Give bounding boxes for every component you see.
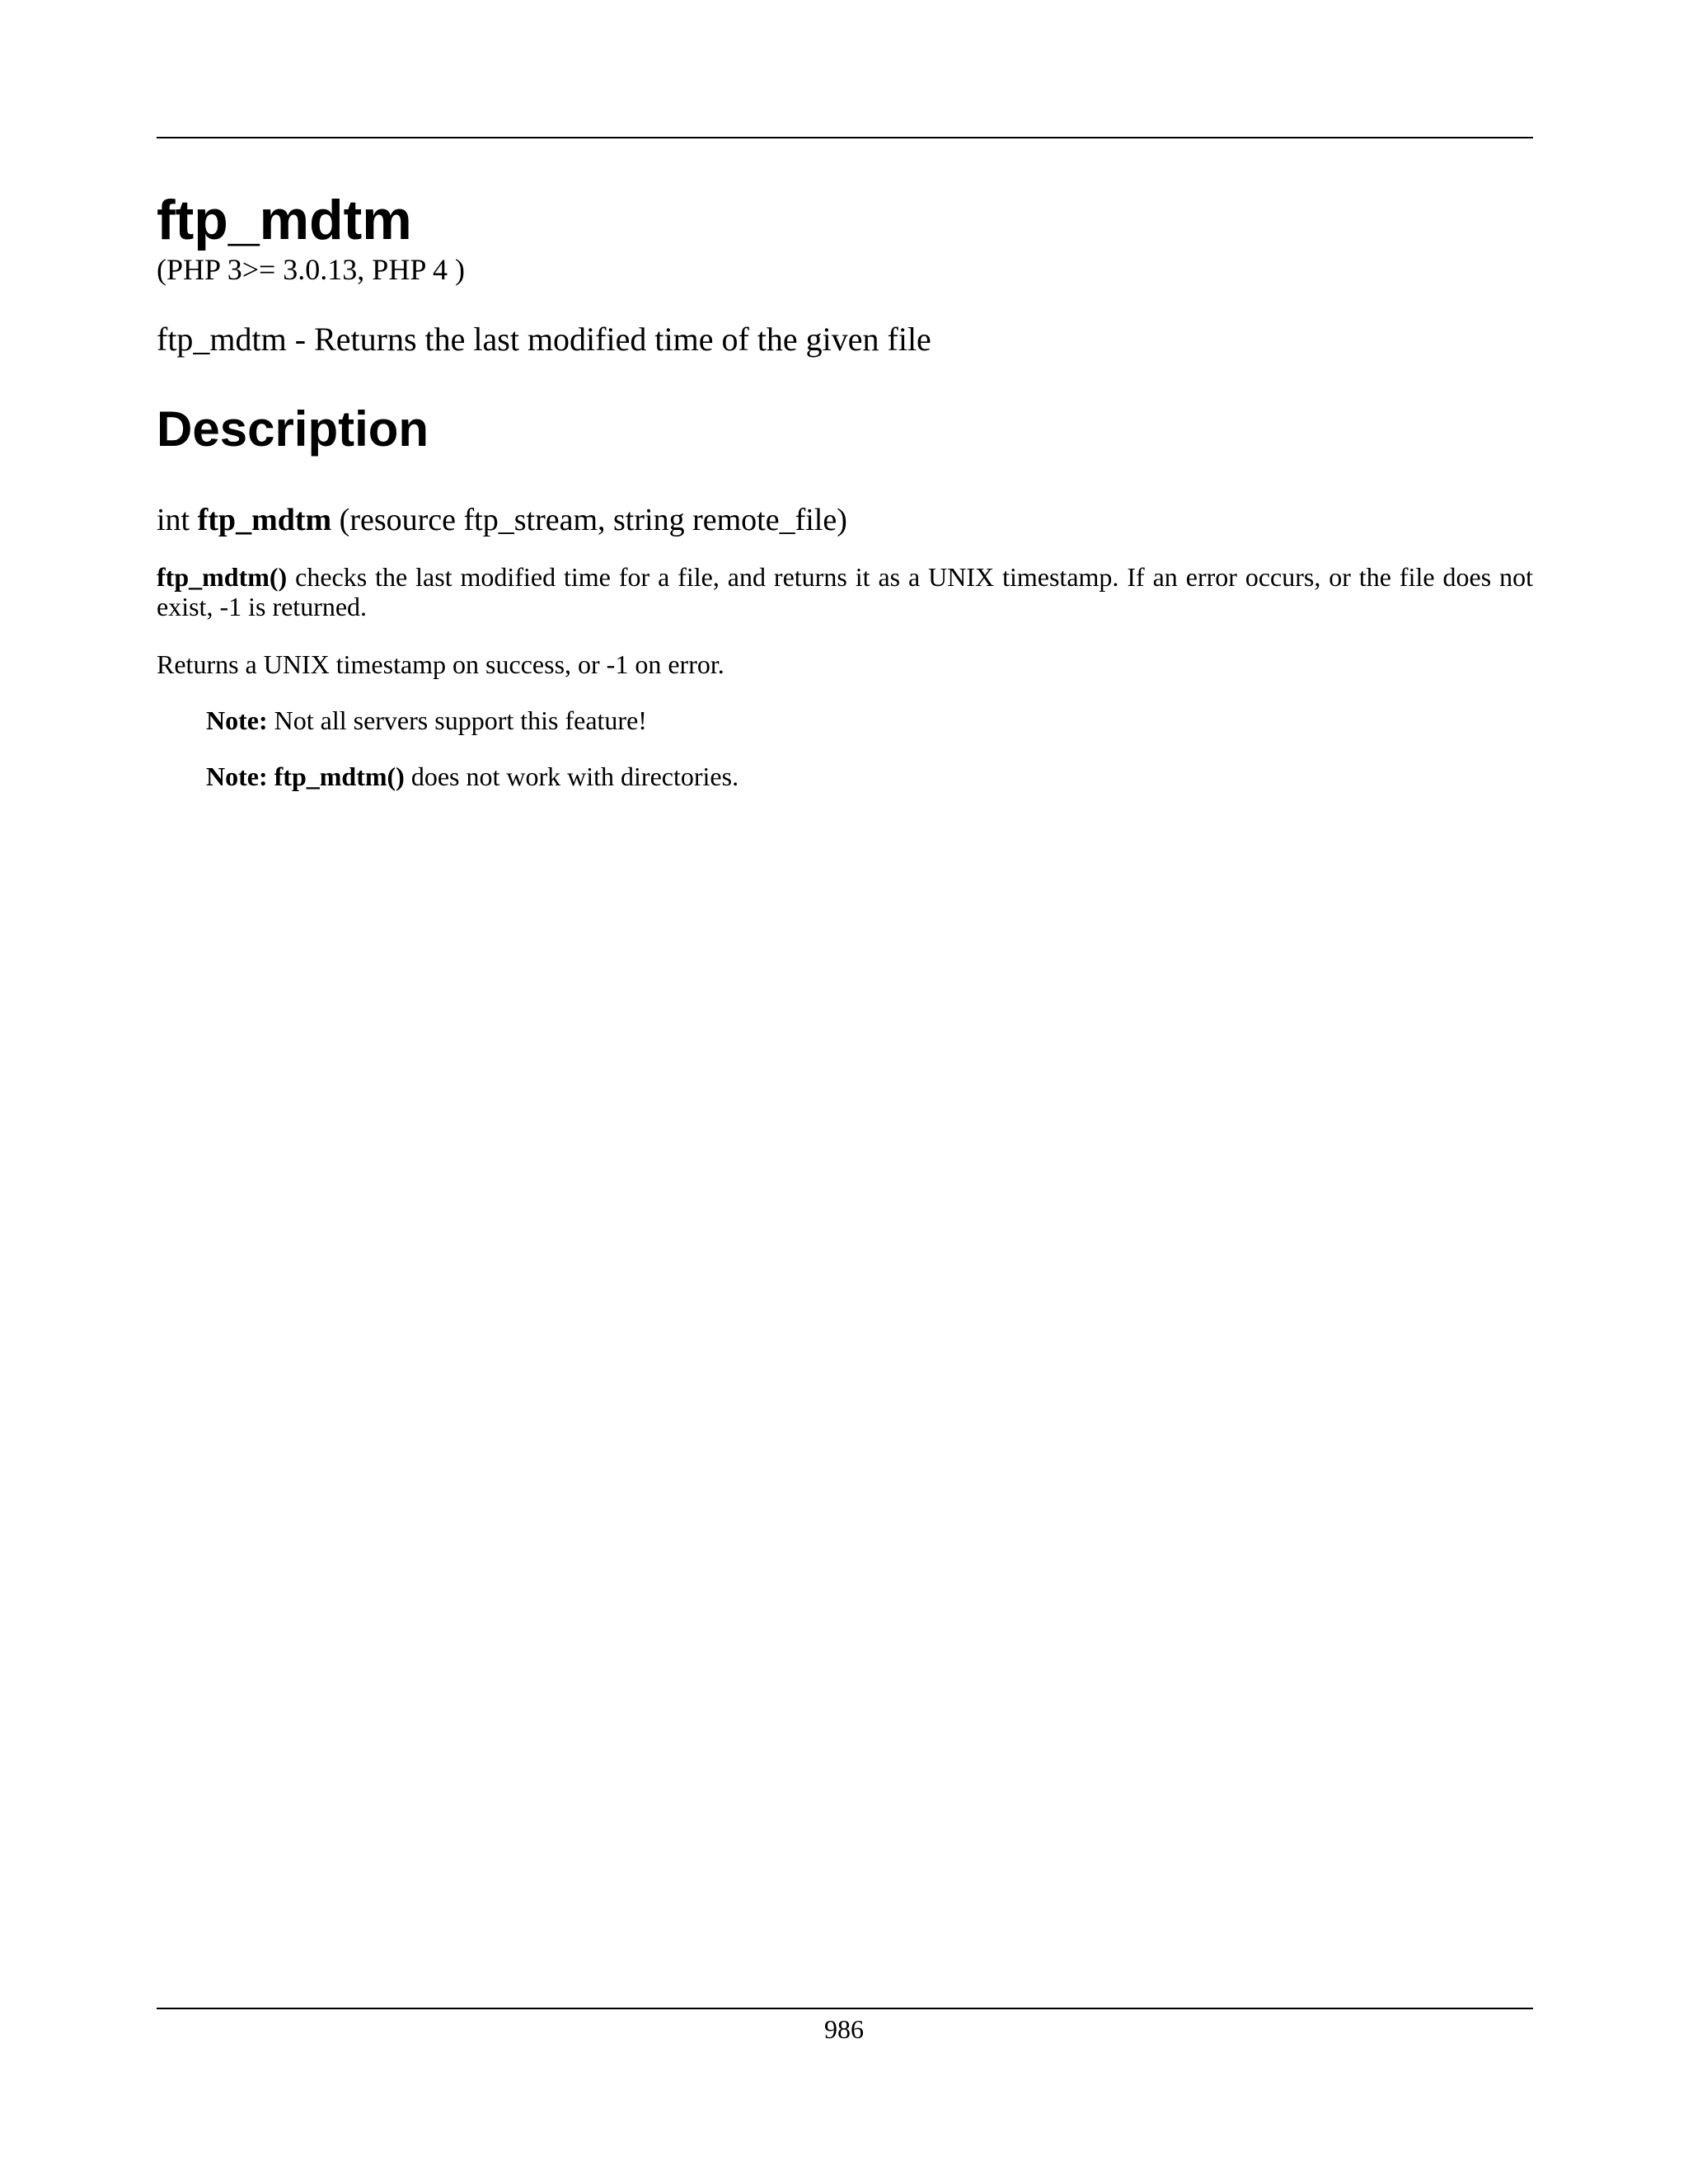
note-func: ftp_mdtm()	[274, 762, 405, 791]
page-content	[157, 188, 1533, 791]
note-text: Not all servers support this feature!	[267, 705, 647, 735]
page-title: ftp_mdtm	[157, 189, 412, 251]
description-paragraph	[157, 562, 1533, 621]
note-label: Note:	[206, 762, 268, 791]
function-name: ftp_mdtm	[197, 503, 332, 537]
function-purpose: ftp_mdtm - Returns the last modified time of the given file	[157, 321, 931, 358]
note-directories	[206, 762, 1533, 791]
description-func: ftp_mdtm()	[157, 562, 288, 592]
return-type: int	[157, 503, 190, 537]
header-rule	[157, 137, 1533, 138]
returns-paragraph: Returns a UNIX timestamp on success, or -1 on error.	[157, 649, 724, 679]
function-synopsis	[157, 501, 1533, 539]
page-number: 986	[824, 2014, 864, 2044]
description-text: checks the last modified time for a file, and returns it as a UNIX timestamp. If an error occurs, or the file does not exist, -1 is returned.	[157, 562, 1533, 621]
section-heading-description: Description	[157, 401, 429, 457]
function-params: (resource ftp_stream, string remote_file)	[339, 503, 847, 537]
note-servers	[206, 705, 1533, 735]
note-text: does not work with directories.	[404, 762, 739, 791]
version-info: (PHP 3>= 3.0.13, PHP 4 )	[157, 253, 465, 286]
footer-rule	[157, 2008, 1533, 2009]
note-label: Note:	[206, 705, 268, 735]
